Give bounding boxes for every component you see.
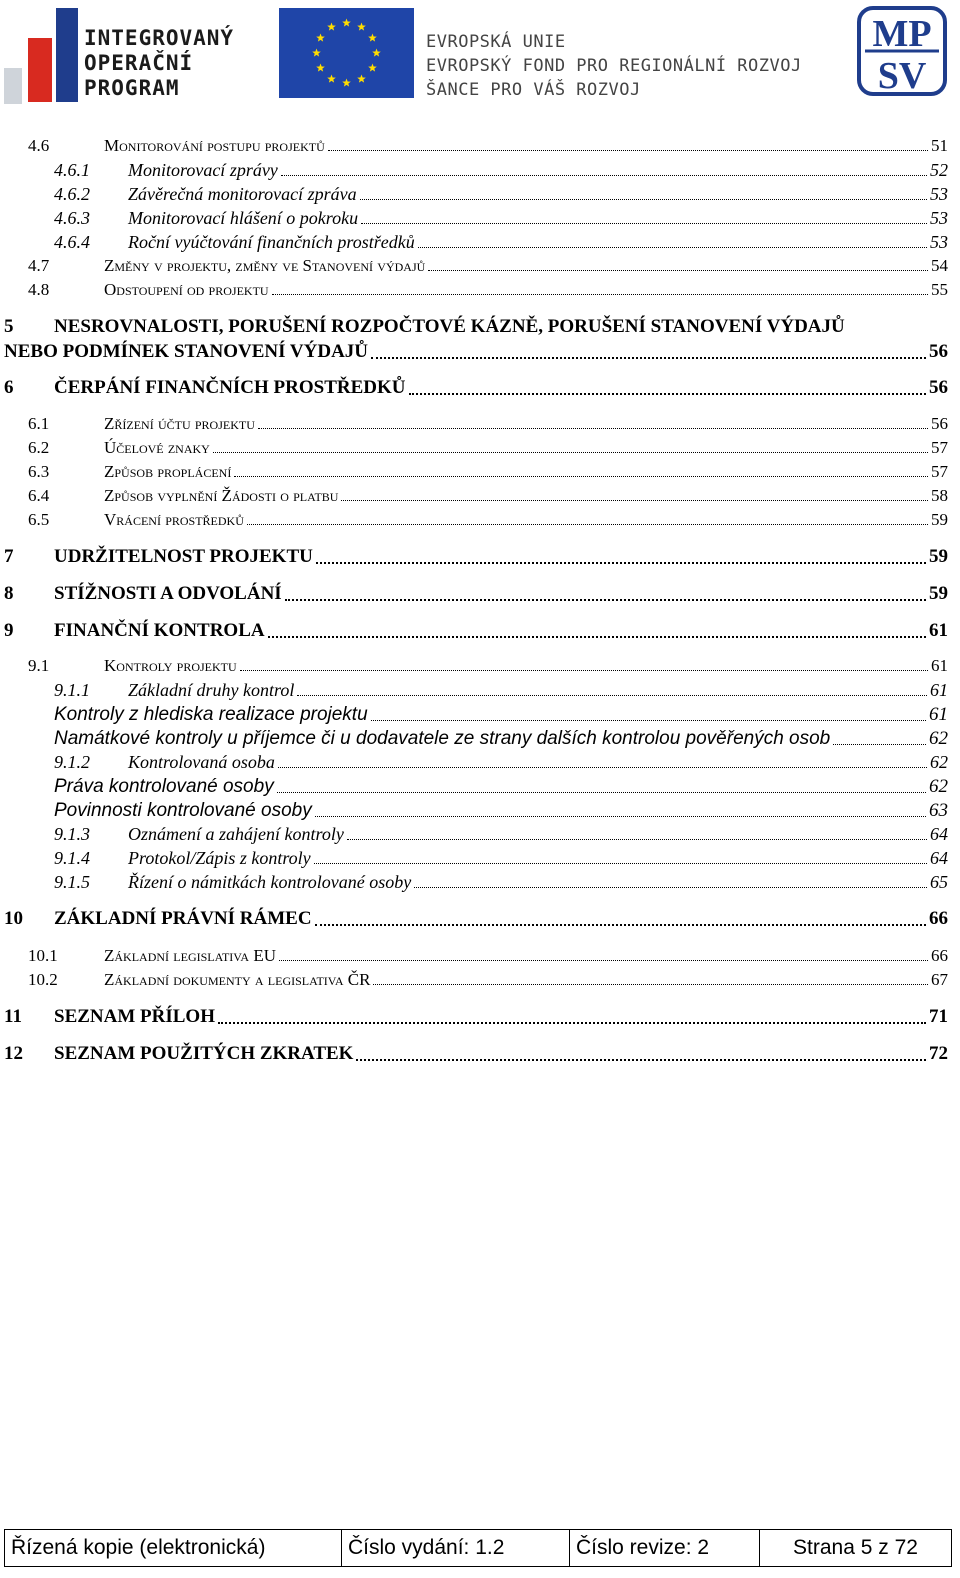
toc-entry[interactable] [0, 752, 960, 776]
page-header [0, 0, 960, 110]
toc-entry[interactable] [0, 776, 960, 800]
toc-entry[interactable] [0, 800, 960, 824]
toc-entry[interactable] [0, 620, 960, 644]
toc-entry-page: 61 [929, 704, 948, 725]
toc-entry-page: 51 [931, 136, 948, 155]
toc-entry[interactable] [0, 728, 960, 752]
toc-leader-dots [428, 268, 928, 271]
toc-entry-number: 11 [4, 1006, 22, 1027]
toc-leader-dots [414, 885, 927, 888]
toc-leader-dots [418, 245, 927, 248]
toc-leader-dots [347, 837, 927, 840]
toc-entry-number: 9.1 [28, 656, 50, 675]
toc-entry-title: Zřízení účtu projektu [104, 414, 255, 433]
footer-edition: Číslo vydání: 1.2 [342, 1530, 570, 1566]
toc-entry-title: Monitorování postupu projektů [104, 136, 325, 155]
toc-entry[interactable] [0, 970, 960, 994]
toc-entry[interactable] [0, 1006, 960, 1030]
toc-entry-title: Odstoupení od projektu [104, 280, 269, 299]
toc-entry-number: 4.6.3 [54, 208, 90, 228]
toc-entry-page: 62 [929, 776, 948, 797]
toc-entry-title: Vrácení prostředků [104, 510, 244, 529]
toc-leader-dots [328, 148, 928, 151]
toc-entry-title: ZÁKLADNÍ PRÁVNÍ RÁMEC [54, 908, 312, 929]
iop-logo [4, 8, 264, 100]
toc-entry[interactable] [0, 184, 960, 208]
toc-entry[interactable] [0, 256, 960, 280]
toc-entry-number: 4.6.2 [54, 184, 90, 204]
toc-entry-page: 59 [929, 546, 948, 567]
toc-leader-dots [278, 765, 927, 768]
toc-entry-title-continued: NEBO PODMÍNEK STANOVENÍ VÝDAJŮ [4, 341, 369, 362]
toc-entry-page: 64 [930, 824, 948, 844]
toc-entry-title: STÍŽNOSTI A ODVOLÁNÍ [54, 583, 282, 604]
toc-leader-dots [341, 498, 928, 501]
toc-entry-title: Kontrolovaná osoba [128, 752, 275, 772]
toc-entry[interactable] [0, 583, 960, 607]
footer-page: Strana 5 z 72 [793, 1536, 918, 1559]
toc-leader-dots [240, 668, 928, 671]
toc-leader-dots [316, 560, 926, 564]
toc-entry-title: Protokol/Zápis z kontroly [128, 848, 311, 868]
toc-entry[interactable] [0, 908, 960, 932]
toc-entry-page: 57 [931, 462, 948, 481]
toc-entry-title: Základní dokumenty a legislativa ČR [104, 970, 371, 989]
toc-entry-number: 4.6.4 [54, 232, 90, 252]
toc-entry[interactable] [0, 316, 960, 362]
toc-entry-number: 9.1.1 [54, 680, 90, 700]
toc-entry[interactable] [0, 1043, 960, 1067]
toc-entry-page: 56 [931, 414, 948, 433]
toc-leader-dots [279, 958, 928, 961]
toc-entry-number: 6.5 [28, 510, 50, 529]
iop-line-1: INTEGROVANÝ [84, 26, 235, 50]
toc-entry-title: Povinnosti kontrolované osoby [54, 800, 312, 821]
toc-entry-title: Roční vyúčtování finančních prostředků [128, 232, 415, 252]
toc-entry-title: NESROVNALOSTI, PORUŠENÍ ROZPOČTOVÉ KÁZNĚ, PORUŠENÍ STANOVENÍ VÝDAJŮ [54, 316, 845, 337]
toc-entry-title: Namátkové kontroly u příjemce či u dodavatele ze strany dalších kontrolou pověřených osob [54, 728, 831, 749]
toc-leader-dots [297, 693, 927, 696]
toc-entry-page: 67 [931, 970, 948, 989]
toc-entry-number: 9 [4, 620, 14, 641]
toc-entry[interactable] [0, 280, 960, 304]
toc-entry-title: SEZNAM PŘÍLOH [54, 1006, 215, 1027]
toc-entry[interactable] [0, 438, 960, 462]
toc-entry-page: 72 [929, 1043, 948, 1064]
toc-entry-page: 62 [930, 752, 948, 772]
toc-entry-number: 6 [4, 377, 14, 398]
toc-entry[interactable] [0, 848, 960, 872]
mpsv-bottom-text: SV [877, 55, 927, 96]
toc-leader-dots [314, 861, 927, 864]
toc-entry[interactable] [0, 232, 960, 256]
toc-entry-number: 12 [4, 1043, 23, 1064]
toc-entry[interactable] [0, 946, 960, 970]
toc-leader-dots [268, 634, 926, 638]
toc-entry-number: 8 [4, 583, 14, 604]
toc-entry-title: Řízení o námitkách kontrolované osoby [128, 872, 412, 892]
toc-leader-dots [234, 474, 928, 477]
toc-entry-number: 4.6.1 [54, 160, 90, 180]
toc-entry-title: Kontroly projektu [104, 656, 237, 675]
toc-leader-dots [277, 790, 926, 793]
toc-leader-dots [213, 450, 928, 453]
footer-revision: Číslo revize: 2 [570, 1530, 760, 1566]
toc-entry-page: 55 [931, 280, 948, 299]
toc-leader-dots [315, 814, 926, 817]
toc-leader-dots [285, 597, 926, 601]
toc-leader-dots [371, 718, 926, 721]
toc-entry-number: 10.2 [28, 970, 58, 989]
toc-leader-dots [409, 391, 926, 395]
toc-entry-title: SEZNAM POUŽITÝCH ZKRATEK [54, 1043, 354, 1064]
toc-entry-page: 66 [929, 908, 948, 929]
toc-entry-page: 53 [930, 208, 948, 228]
toc-entry-number: 7 [4, 546, 14, 567]
toc-entry-page: 59 [931, 510, 948, 529]
iop-logo-grey-bar [4, 68, 22, 104]
toc-entry[interactable] [0, 824, 960, 848]
toc-entry-title: Oznámení a zahájení kontroly [128, 824, 344, 844]
toc-entry-number: 9.1.4 [54, 848, 90, 868]
page-footer [4, 1529, 952, 1567]
toc-leader-dots [281, 173, 927, 176]
toc-entry[interactable] [0, 486, 960, 510]
eu-flag-icon [279, 8, 414, 98]
toc-entry-number: 6.3 [28, 462, 50, 481]
eu-line-3: ŠANCE PRO VÁŠ ROZVOJ [426, 80, 641, 100]
toc-entry-page: 63 [929, 800, 948, 821]
toc-entry-page: 58 [931, 486, 948, 505]
toc-entry[interactable] [0, 510, 960, 534]
iop-logo-blue-bar [56, 8, 78, 102]
toc-entry-page: 59 [929, 583, 948, 604]
eu-line-2: EVROPSKÝ FOND PRO REGIONÁLNÍ ROZVOJ [426, 56, 802, 76]
toc-entry-number: 10 [4, 908, 23, 929]
toc-entry-page: 61 [930, 680, 948, 700]
toc-entry-page: 61 [929, 620, 948, 641]
toc-entry-title: Způsob vyplnění Žádosti o platbu [104, 486, 339, 505]
toc-entry-title: Monitorovací zprávy [128, 160, 278, 180]
toc-entry-page: 56 [929, 377, 948, 398]
toc-entry-page: 66 [931, 946, 948, 965]
mpsv-logo [857, 6, 947, 96]
toc-entry-number: 6.4 [28, 486, 50, 505]
toc-entry-page: 64 [930, 848, 948, 868]
toc-leader-dots [272, 292, 928, 295]
toc-entry-title: UDRŽITELNOST PROJEKTU [54, 546, 313, 567]
toc-entry-number: 9.1.5 [54, 872, 90, 892]
footer-copy: Řízená kopie (elektronická) [5, 1530, 342, 1566]
iop-logo-red-bar [28, 38, 52, 102]
toc-entry[interactable] [0, 546, 960, 570]
toc-entry-title: Základní druhy kontrol [128, 680, 295, 700]
iop-logo-text [84, 26, 234, 101]
toc-entry[interactable] [0, 414, 960, 438]
toc-entry-title: Závěrečná monitorovací zpráva [128, 184, 357, 204]
toc-entry-number: 9.1.2 [54, 752, 90, 772]
toc-leader-dots [833, 742, 926, 745]
toc-entry-title: Základní legislativa EU [104, 946, 276, 965]
toc-entry[interactable] [0, 377, 960, 401]
toc-entry-title: ČERPÁNÍ FINANČNÍCH PROSTŘEDKŮ [54, 377, 406, 398]
toc-leader-dots [315, 922, 926, 926]
toc-leader-dots [373, 982, 928, 985]
toc-entry-page: 61 [931, 656, 948, 675]
toc-leader-dots [360, 197, 927, 200]
toc-entry-number: 10.1 [28, 946, 58, 965]
toc-leader-dots [356, 1057, 926, 1061]
toc-entry-page: 57 [931, 438, 948, 457]
iop-line-3: PROGRAM [84, 76, 180, 100]
toc-entry-page: 52 [930, 160, 948, 180]
iop-line-2: OPERAČNÍ [84, 51, 194, 75]
toc-entry[interactable] [0, 872, 960, 896]
toc-leader-dots [247, 522, 928, 525]
eu-line-1: EVROPSKÁ UNIE [426, 32, 566, 52]
toc-entry[interactable] [0, 136, 960, 160]
toc-entry-number: 5 [4, 316, 14, 337]
toc-entry-number: 6.2 [28, 438, 50, 457]
toc-entry[interactable] [0, 208, 960, 232]
toc-entry[interactable] [0, 656, 960, 680]
toc-entry-number: 4.7 [28, 256, 50, 275]
toc-entry-number: 6.1 [28, 414, 50, 433]
toc-entry-number: 9.1.3 [54, 824, 90, 844]
toc-entry-number: 4.8 [28, 280, 50, 299]
toc-entry-title: FINANČNÍ KONTROLA [54, 620, 265, 641]
toc-entry[interactable] [0, 462, 960, 486]
toc-leader-dots [371, 355, 926, 359]
toc-entry-title: Kontroly z hlediska realizace projektu [54, 704, 368, 725]
toc-entry-title: Práva kontrolované osoby [54, 776, 274, 797]
toc-entry-title: Monitorovací hlášení o pokroku [128, 208, 359, 228]
toc-entry-page: 53 [930, 232, 948, 252]
toc-leader-dots [361, 221, 927, 224]
toc-entry[interactable] [0, 704, 960, 728]
toc-entry[interactable] [0, 160, 960, 184]
eu-text [426, 30, 802, 102]
toc-entry-title: Způsob proplácení [104, 462, 232, 481]
toc-entry-page: 62 [929, 728, 948, 749]
toc-entry-page: 65 [930, 872, 948, 892]
toc-entry-number: 4.6 [28, 136, 50, 155]
toc-entry-title: Účelové znaky [104, 438, 210, 457]
toc-entry-page: 53 [930, 184, 948, 204]
mpsv-top-text: MP [872, 13, 932, 55]
toc-leader-dots [218, 1020, 926, 1024]
toc-entry-title: Změny v projektu, změny ve Stanovení výdajů [104, 256, 426, 275]
toc-leader-dots [258, 426, 928, 429]
toc-entry-page: 56 [929, 341, 948, 362]
toc-entry-page: 54 [931, 256, 948, 275]
toc-entry-page: 71 [929, 1006, 948, 1027]
toc-entry[interactable] [0, 680, 960, 704]
